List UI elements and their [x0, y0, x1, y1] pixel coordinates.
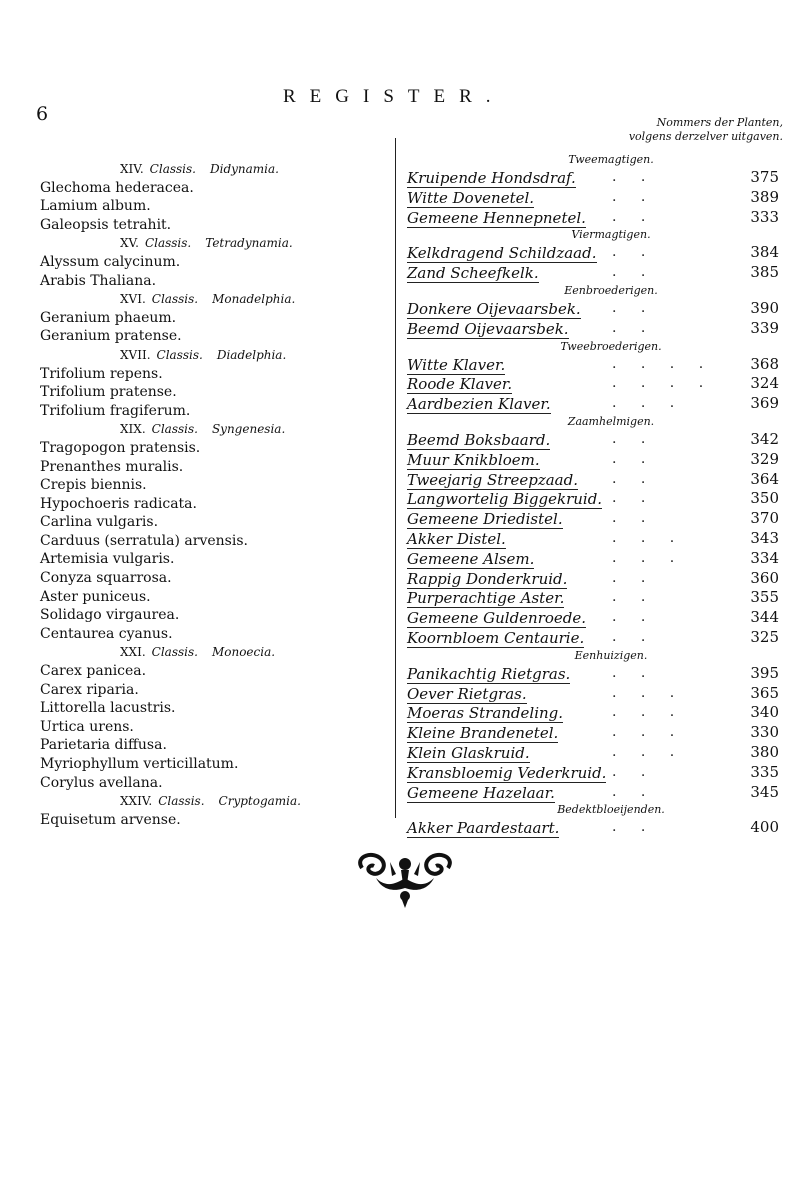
dutch-plant-name: Gemeene Driedistel.	[407, 510, 563, 529]
classis-heading	[40, 792, 390, 811]
leader-dots: . .	[612, 763, 656, 780]
dutch-plant-name: Beemd Boksbaard.	[407, 430, 551, 449]
dutch-plant-name: Witte Klaver.	[407, 355, 506, 374]
plant-number: 335	[750, 762, 779, 781]
dutch-plant-name: Kransbloemig Vederkruid.	[407, 763, 607, 782]
register-entry	[407, 743, 785, 763]
latin-plant-name: Carex riparia.	[40, 681, 139, 698]
register-entry	[407, 628, 785, 648]
classis-numeral: XV.	[120, 236, 139, 251]
plant-number: 355	[750, 588, 779, 607]
group-heading: Bedektbloeijenden.	[557, 803, 665, 817]
register-entry	[407, 569, 785, 589]
leader-dots: . .	[612, 569, 656, 586]
plant-number: 375	[750, 168, 779, 186]
plant-number: 389	[750, 187, 779, 206]
plant-number: 369	[750, 394, 779, 413]
latin-plant-name: Trifolium pratense.	[40, 384, 177, 401]
leader-dots: . .	[612, 430, 656, 447]
leader-dots: . .	[612, 264, 656, 281]
latin-plant-name: Carlina vulgaris.	[40, 514, 159, 531]
latin-plant-name: Alyssum calycinum.	[40, 253, 181, 270]
latin-plant-name: Hypochoeris radicata.	[40, 495, 197, 512]
leader-dots: . . .	[612, 395, 685, 412]
register-entry	[407, 783, 785, 803]
plant-number: 342	[750, 429, 779, 448]
classis-numeral: XIV.	[120, 162, 144, 176]
latin-plant-name: Corylus avellana.	[40, 774, 163, 791]
dutch-plant-name: Zand Scheefkelk.	[407, 264, 539, 283]
classis-label: Classis.	[158, 794, 205, 809]
plant-number: 345	[750, 782, 779, 801]
register-entry	[407, 319, 785, 339]
dutch-plant-name: Witte Dovenetel.	[407, 188, 535, 207]
register-entry	[407, 529, 785, 549]
group-heading: Eenbroederigen.	[564, 283, 658, 297]
leader-dots: . .	[612, 510, 656, 527]
classis-label: Classis.	[151, 292, 199, 307]
dutch-plant-name: Moeras Strandeling.	[407, 704, 564, 723]
classis-heading	[40, 346, 390, 365]
classis-order: Syngenesia.	[211, 422, 286, 437]
dutch-plant-name: Kleine Brandenetel.	[407, 724, 559, 743]
dutch-plant-name: Klein Glaskruid.	[407, 743, 530, 762]
plant-number: 339	[750, 318, 779, 337]
decorative-ornament-icon	[352, 848, 458, 910]
register-entry	[407, 588, 785, 608]
plant-number: 370	[750, 509, 779, 528]
leader-dots: . . .	[612, 724, 685, 741]
dutch-plant-name: Gemeene Alsem.	[407, 549, 535, 568]
plant-number: 343	[750, 528, 779, 547]
classis-heading	[40, 643, 390, 662]
leader-dots: . . .	[612, 743, 685, 760]
leader-dots: . . . .	[612, 375, 714, 392]
heading-line-2: volgens derzelver uitgaven.	[628, 130, 783, 143]
latin-plant-name: Carex panicea.	[40, 663, 147, 680]
plant-number: 360	[750, 568, 779, 587]
dutch-plant-name: Oever Rietgras.	[407, 684, 527, 703]
leader-dots: . . .	[612, 549, 685, 566]
classis-order: Tetradynamia.	[205, 236, 293, 251]
page-number: 6	[36, 103, 49, 125]
group-heading: Eenhuizigen.	[574, 648, 648, 662]
leader-dots: . .	[612, 299, 656, 316]
register-entry	[407, 509, 785, 529]
plant-number: 395	[750, 663, 779, 682]
dutch-plant-name: Koornbloem Centaurie.	[407, 628, 585, 647]
plant-number: 400	[750, 818, 779, 837]
classis-order: Diadelphia.	[216, 347, 287, 362]
dutch-plant-name: Roode Klaver.	[407, 375, 513, 394]
dutch-plant-name: Muur Knikbloem.	[407, 450, 540, 469]
register-entry	[407, 489, 785, 509]
dutch-plant-name: Rappig Donderkruid.	[407, 569, 568, 588]
group-heading: Zaamhelmigen.	[567, 414, 655, 428]
latin-plant-name: Myriophyllum verticillatum.	[40, 756, 239, 772]
plant-number: 384	[750, 243, 779, 262]
leader-dots: . .	[612, 609, 656, 626]
dutch-plant-name: Akker Paardestaart.	[407, 819, 560, 838]
latin-plant-name: Geranium pratense.	[40, 328, 182, 345]
register-entry	[407, 243, 785, 263]
plant-number: 368	[750, 354, 779, 373]
latin-plant-name: Aster puniceus.	[40, 588, 151, 605]
classis-label: Classis.	[149, 162, 196, 176]
latin-plant-name: Artemisia vulgaris.	[40, 551, 175, 568]
group-heading: Tweebroederigen.	[560, 339, 662, 353]
dutch-plant-name: Gemeene Hennepnetel.	[407, 208, 586, 227]
leader-dots: . .	[612, 470, 656, 487]
classis-numeral: XXI.	[120, 645, 146, 660]
register-entry	[407, 355, 785, 375]
plant-number: 390	[750, 298, 779, 317]
latin-plant-name: Urtica urens.	[40, 718, 134, 735]
latin-plant-name: Lamium album.	[40, 198, 151, 215]
latin-plant-name: Solidago virgaurea.	[40, 607, 180, 624]
leader-dots: . . . .	[612, 355, 714, 372]
leader-dots: . .	[612, 664, 656, 681]
group-heading: Tweemagtigen.	[568, 153, 654, 166]
register-entry	[407, 664, 785, 684]
latin-plant-name: Geranium phaeum.	[40, 309, 177, 326]
plant-number: 324	[750, 374, 779, 393]
latin-plant-name: Tragopogon pratensis.	[40, 439, 201, 456]
leader-dots: . .	[612, 589, 656, 606]
dutch-names-column	[407, 152, 785, 838]
plant-number: 330	[750, 723, 779, 742]
latin-plant-name: Prenanthes muralis.	[40, 458, 184, 475]
register-entry	[407, 608, 785, 628]
latin-names-column	[40, 160, 390, 829]
leader-dots: . .	[612, 783, 656, 800]
dutch-plant-name: Kruipende Hondsdraf.	[407, 169, 576, 187]
classis-heading	[40, 234, 390, 253]
dutch-plant-name: Donkere Oijevaarsbek.	[407, 299, 581, 318]
register-entry	[407, 549, 785, 569]
classis-label: Classis.	[144, 236, 192, 251]
latin-plant-name: Centaurea cyanus.	[40, 625, 173, 642]
dutch-plant-name: Langwortelig Biggekruid.	[407, 490, 603, 509]
register-entry	[407, 168, 785, 188]
plant-number: 333	[750, 207, 779, 226]
leader-dots: . . .	[612, 529, 685, 546]
register-entry	[407, 263, 785, 283]
group-heading: Viermagtigen.	[571, 228, 651, 242]
number-column-heading	[523, 116, 783, 144]
running-title: REGISTER.	[283, 86, 505, 107]
classis-heading	[40, 420, 390, 439]
classis-label: Classis.	[151, 422, 198, 437]
register-entry	[407, 299, 785, 319]
dutch-plant-name: Kelkdragend Schildzaad.	[407, 244, 597, 263]
register-entry	[407, 684, 785, 704]
latin-plant-name: Galeopsis tetrahit.	[40, 216, 172, 233]
register-entry	[407, 394, 785, 414]
leader-dots: . .	[612, 628, 656, 645]
plant-number: 380	[750, 742, 779, 761]
dutch-plant-name: Gemeene Hazelaar.	[407, 783, 555, 802]
leader-dots: . .	[612, 208, 656, 225]
leader-dots: . .	[612, 450, 656, 467]
classis-label: Classis.	[156, 347, 203, 362]
leader-dots: . .	[612, 319, 656, 336]
dutch-plant-name: Tweejarig Streepzaad.	[407, 470, 578, 489]
register-entry	[407, 188, 785, 208]
classis-order: Didynamia.	[209, 162, 279, 176]
leader-dots: . . .	[612, 704, 685, 721]
leader-dots: . .	[612, 819, 656, 836]
column-divider	[395, 138, 396, 818]
register-entry	[407, 374, 785, 394]
latin-plant-name: Glechoma hederacea.	[40, 179, 194, 196]
latin-plant-name: Conyza squarrosa.	[40, 570, 172, 587]
plant-number: 340	[750, 703, 779, 722]
latin-plant-name: Littorella lacustris.	[40, 700, 176, 717]
leader-dots: . .	[612, 244, 656, 261]
leader-dots: . .	[612, 490, 656, 507]
register-entry	[407, 208, 785, 228]
leader-dots: . .	[612, 169, 656, 185]
plant-number: 365	[750, 683, 779, 702]
classis-label: Classis.	[151, 645, 198, 660]
leader-dots: . . .	[612, 684, 685, 701]
plant-number: 334	[750, 548, 779, 567]
register-entry	[407, 818, 785, 838]
plant-number: 344	[750, 608, 779, 627]
classis-heading	[40, 160, 390, 179]
plant-number: 364	[750, 469, 779, 488]
dutch-plant-name: Purperachtige Aster.	[407, 589, 565, 608]
register-entry	[407, 703, 785, 723]
latin-plant-name: Trifolium repens.	[40, 365, 163, 382]
latin-plant-name: Equisetum arvense.	[40, 811, 181, 828]
latin-plant-name: Parietaria diffusa.	[40, 737, 167, 754]
latin-plant-name: Carduus (serratula) arvensis.	[40, 532, 248, 549]
dutch-plant-name: Aardbezien Klaver.	[407, 395, 551, 414]
dutch-plant-name: Akker Distel.	[407, 529, 506, 548]
register-entry	[407, 470, 785, 490]
register-entry	[407, 450, 785, 470]
classis-order: Monoecia.	[211, 645, 276, 660]
dutch-plant-name: Gemeene Guldenroede.	[407, 609, 587, 628]
classis-order: Monadelphia.	[212, 292, 296, 307]
register-entry	[407, 430, 785, 450]
classis-numeral: XVI.	[120, 292, 146, 307]
classis-numeral: XIX.	[120, 422, 146, 437]
latin-plant-name: Crepis biennis.	[40, 477, 147, 494]
dutch-plant-name: Beemd Oijevaarsbek.	[407, 319, 569, 338]
leader-dots: . .	[612, 188, 656, 205]
classis-heading	[40, 290, 390, 309]
heading-line-1: Nommers der Planten,	[656, 116, 783, 129]
classis-numeral: XXIV.	[120, 794, 153, 809]
register-entry	[407, 763, 785, 783]
latin-plant-name: Trifolium fragiferum.	[40, 402, 191, 419]
plant-number: 325	[750, 627, 779, 646]
plant-number: 385	[750, 263, 779, 282]
register-entry	[407, 723, 785, 743]
classis-order: Cryptogamia.	[218, 794, 301, 809]
plant-number: 329	[750, 449, 779, 468]
latin-plant-name: Arabis Thaliana.	[40, 272, 157, 289]
dutch-plant-name: Panikachtig Rietgras.	[407, 664, 571, 683]
classis-numeral: XVII.	[120, 347, 151, 362]
plant-number: 350	[750, 489, 779, 508]
